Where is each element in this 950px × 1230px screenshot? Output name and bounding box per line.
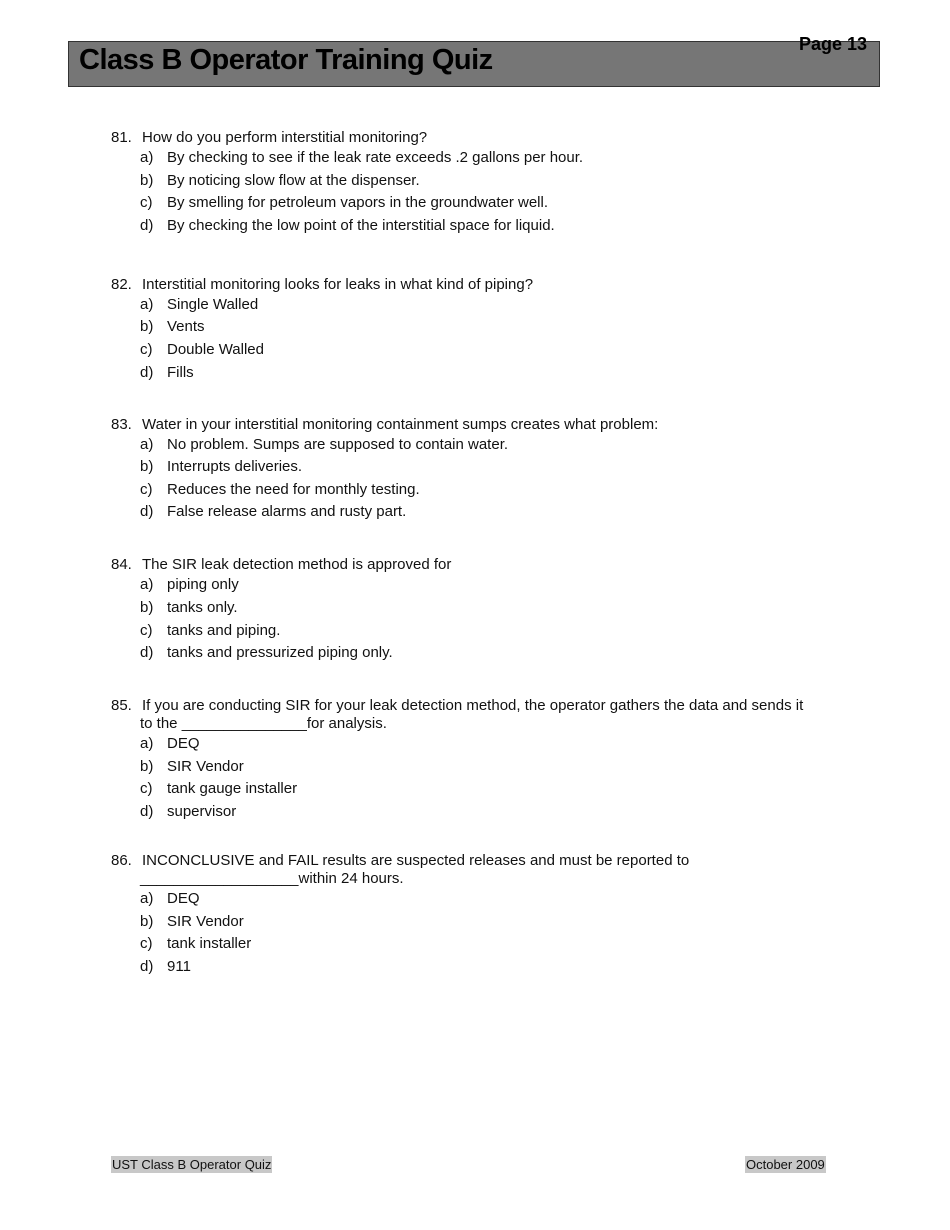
question-number: 81.	[111, 129, 132, 146]
question-text-continuation: to the _______________for analysis.	[140, 715, 387, 733]
question-82	[111, 276, 851, 382]
option-c: c) tank installer	[140, 935, 252, 953]
question-85	[111, 697, 851, 821]
question-list	[111, 129, 851, 980]
question-text: Water in your interstitial monitoring containment sumps creates what problem:	[142, 415, 659, 433]
footer-document-name: UST Class B Operator Quiz	[112, 1157, 272, 1172]
page-title: Class B Operator Training Quiz	[79, 44, 493, 76]
option-a: a) By checking to see if the leak rate exceeds .2 gallons per hour.	[140, 149, 584, 166]
option-a: a) piping only	[140, 576, 239, 594]
option-list	[140, 735, 851, 821]
option-b: b) By noticing slow flow at the dispenser.	[140, 171, 420, 189]
option-d: d) 911	[140, 957, 191, 975]
question-number: 84.	[111, 556, 132, 574]
option-b: b) SIR Vendor	[140, 757, 244, 775]
question-number: 85.	[111, 697, 132, 715]
question-text-continuation: ___________________within 24 hours.	[140, 869, 404, 887]
question-text: How do you perform interstitial monitoring?	[142, 129, 428, 146]
option-b: b) Interrupts deliveries.	[140, 458, 303, 476]
option-c: c) tanks and piping.	[140, 621, 281, 639]
question-text: If you are conducting SIR for your leak detection method, the operator gathers the data and sends it	[142, 697, 804, 715]
header-bar	[68, 34, 880, 87]
question-number: 82.	[111, 275, 132, 293]
option-d: d) By checking the low point of the interstitial space for liquid.	[140, 216, 555, 234]
option-a: a) No problem. Sumps are supposed to contain water.	[140, 435, 509, 453]
option-d: d) Fills	[140, 363, 194, 381]
option-list	[140, 296, 851, 382]
question-number: 83.	[111, 415, 132, 433]
question-text: The SIR leak detection method is approved for	[142, 556, 452, 574]
option-list	[140, 576, 851, 662]
page-number: Page 13	[798, 34, 867, 54]
option-a: a) DEQ	[140, 735, 200, 753]
option-b: b) SIR Vendor	[140, 912, 244, 930]
question-84	[111, 556, 851, 662]
option-list	[140, 149, 851, 235]
option-b: b) Vents	[140, 318, 205, 336]
option-c: c) By smelling for petroleum vapors in the groundwater well.	[140, 194, 549, 212]
footer-date: October 2009	[746, 1157, 825, 1172]
option-b: b) tanks only.	[140, 598, 238, 616]
question-86	[111, 852, 851, 976]
option-list	[140, 436, 851, 522]
question-number: 86.	[111, 851, 132, 869]
option-d: d) supervisor	[140, 802, 237, 820]
question-81	[111, 129, 851, 235]
question-text: INCONCLUSIVE and FAIL results are suspected releases and must be reported to	[142, 851, 690, 869]
option-list	[140, 890, 851, 976]
option-d: d) False release alarms and rusty part.	[140, 503, 407, 521]
option-d: d) tanks and pressurized piping only.	[140, 644, 393, 662]
question-text: Interstitial monitoring looks for leaks in what kind of piping?	[142, 275, 534, 293]
option-c: c) tank gauge installer	[140, 780, 298, 798]
option-c: c) Double Walled	[140, 340, 264, 358]
option-a: a) Single Walled	[140, 295, 259, 313]
option-c: c) Reduces the need for monthly testing.	[140, 480, 420, 498]
option-a: a) DEQ	[140, 889, 200, 907]
question-83	[111, 416, 851, 522]
